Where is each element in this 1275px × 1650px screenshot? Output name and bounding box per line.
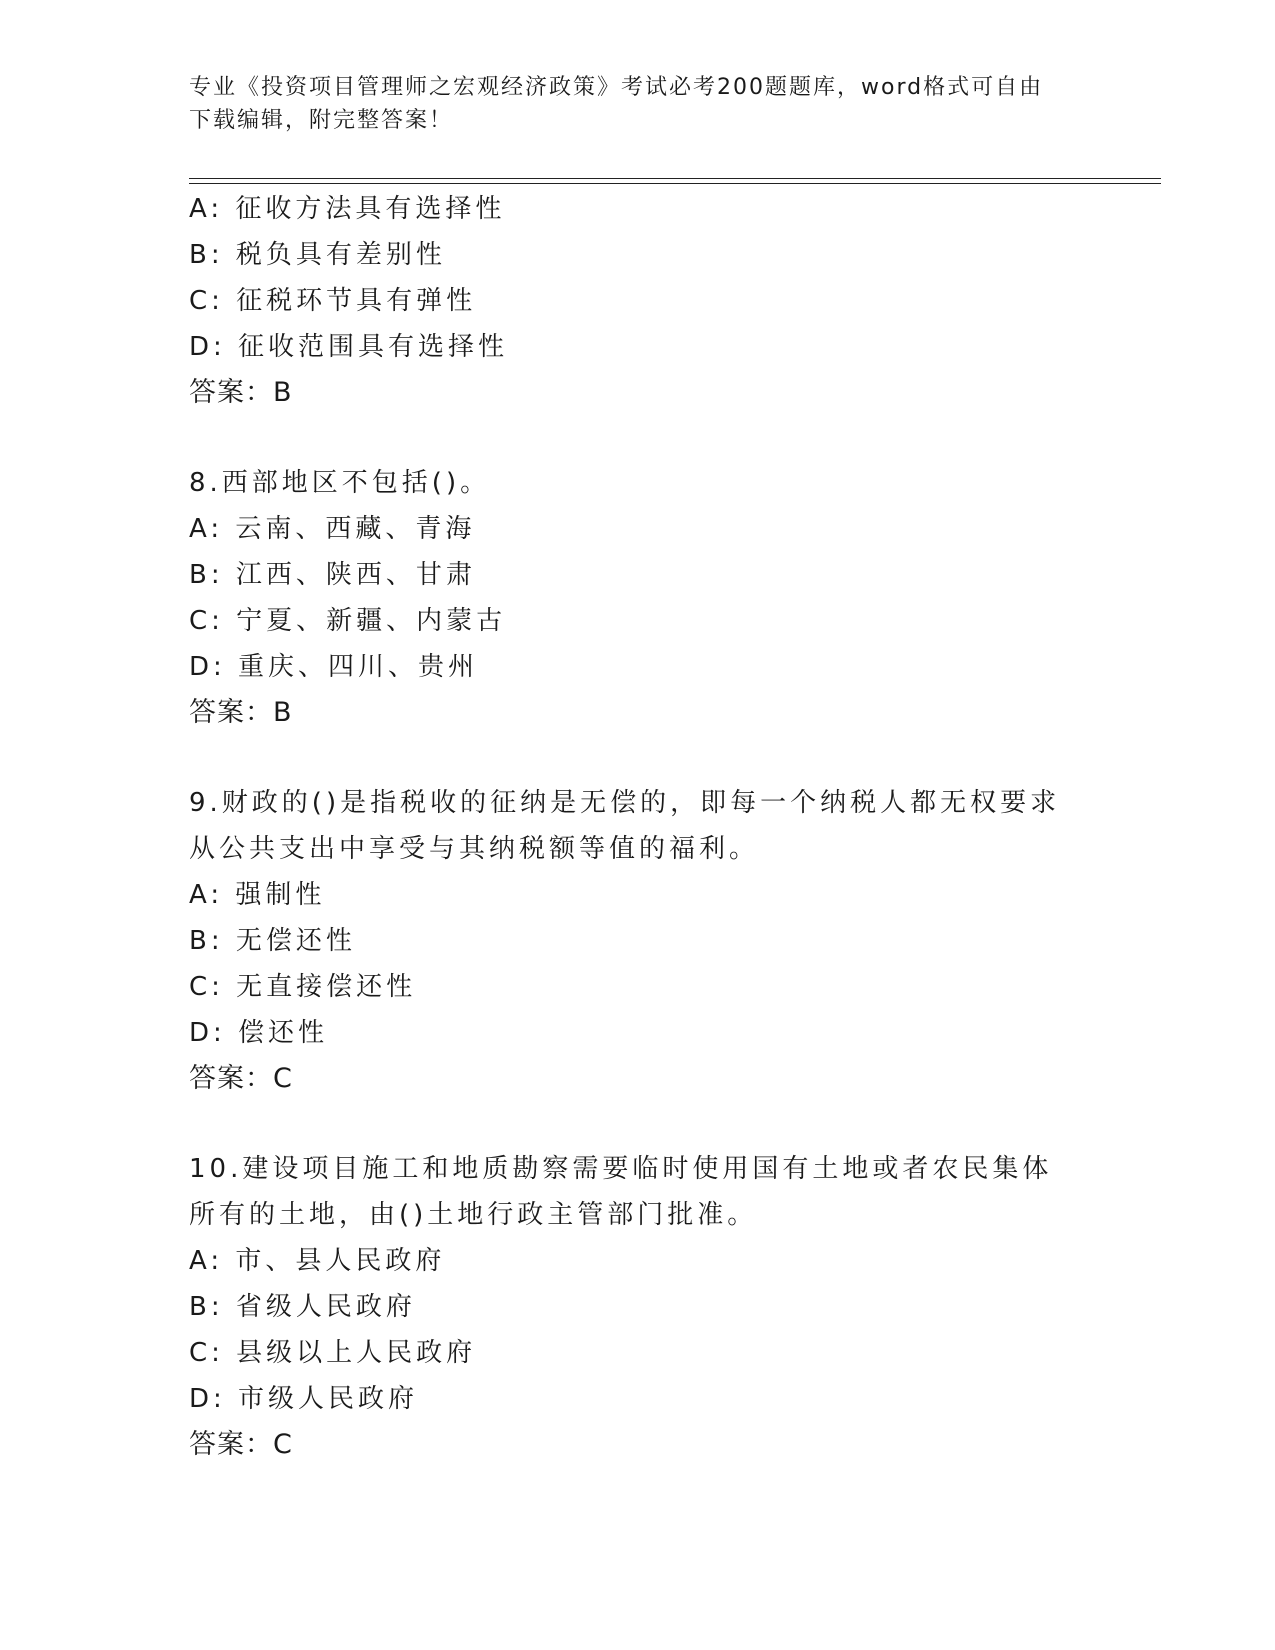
- question-block-8: [189, 460, 1149, 736]
- option-b: B: 省级人民政府: [189, 1292, 416, 1322]
- question-block-10: [189, 1146, 1149, 1468]
- option-d: D: 重庆、四川、贵州: [189, 652, 479, 682]
- option-d: D: 征收范围具有选择性: [189, 332, 509, 362]
- option-b: B: 江西、陕西、甘肃: [189, 560, 476, 590]
- header-line-2: 下载编辑，附完整答案！: [189, 108, 454, 133]
- question-stem: 9.财政的()是指税收的征纳是无偿的，即每一个纳税人都无权要求从公共支出中享受与其纳税额等值的福利。: [189, 788, 1061, 864]
- document-body: [189, 186, 1149, 1468]
- document-header: [189, 71, 1089, 137]
- option-d: D: 偿还性: [189, 1018, 329, 1048]
- option-d: D: 市级人民政府: [189, 1384, 419, 1414]
- option-c: C: 宁夏、新疆、内蒙古: [189, 606, 507, 636]
- question-block-9: [189, 780, 1149, 1102]
- header-line-1: 专业《投资项目管理师之宏观经济政策》考试必考200题题库，word格式可自由: [189, 75, 1044, 100]
- prev-question-block: [189, 186, 1149, 416]
- option-a: A: 云南、西藏、青海: [189, 514, 476, 544]
- header-divider-bottom: [189, 183, 1161, 184]
- option-c: C: 县级以上人民政府: [189, 1338, 477, 1368]
- option-b: B: 无偿还性: [189, 926, 356, 956]
- option-c: C: 无直接偿还性: [189, 972, 417, 1002]
- option-b: B: 税负具有差别性: [189, 240, 446, 270]
- answer-line: 答案：C: [189, 1063, 293, 1094]
- answer-line: 答案：C: [189, 1429, 293, 1460]
- option-a: A: 强制性: [189, 880, 326, 910]
- answer-line: 答案：B: [189, 697, 293, 728]
- option-a: A: 征收方法具有选择性: [189, 194, 506, 224]
- header-divider-top: [189, 178, 1161, 179]
- option-c: C: 征税环节具有弹性: [189, 286, 477, 316]
- question-stem: 8.西部地区不包括()。: [189, 468, 491, 498]
- answer-line: 答案：B: [189, 377, 293, 408]
- question-stem: 10.建设项目施工和地质勘察需要临时使用国有土地或者农民集体所有的土地，由()土地行政主管部门批准。: [189, 1154, 1053, 1230]
- option-a: A: 市、县人民政府: [189, 1246, 446, 1276]
